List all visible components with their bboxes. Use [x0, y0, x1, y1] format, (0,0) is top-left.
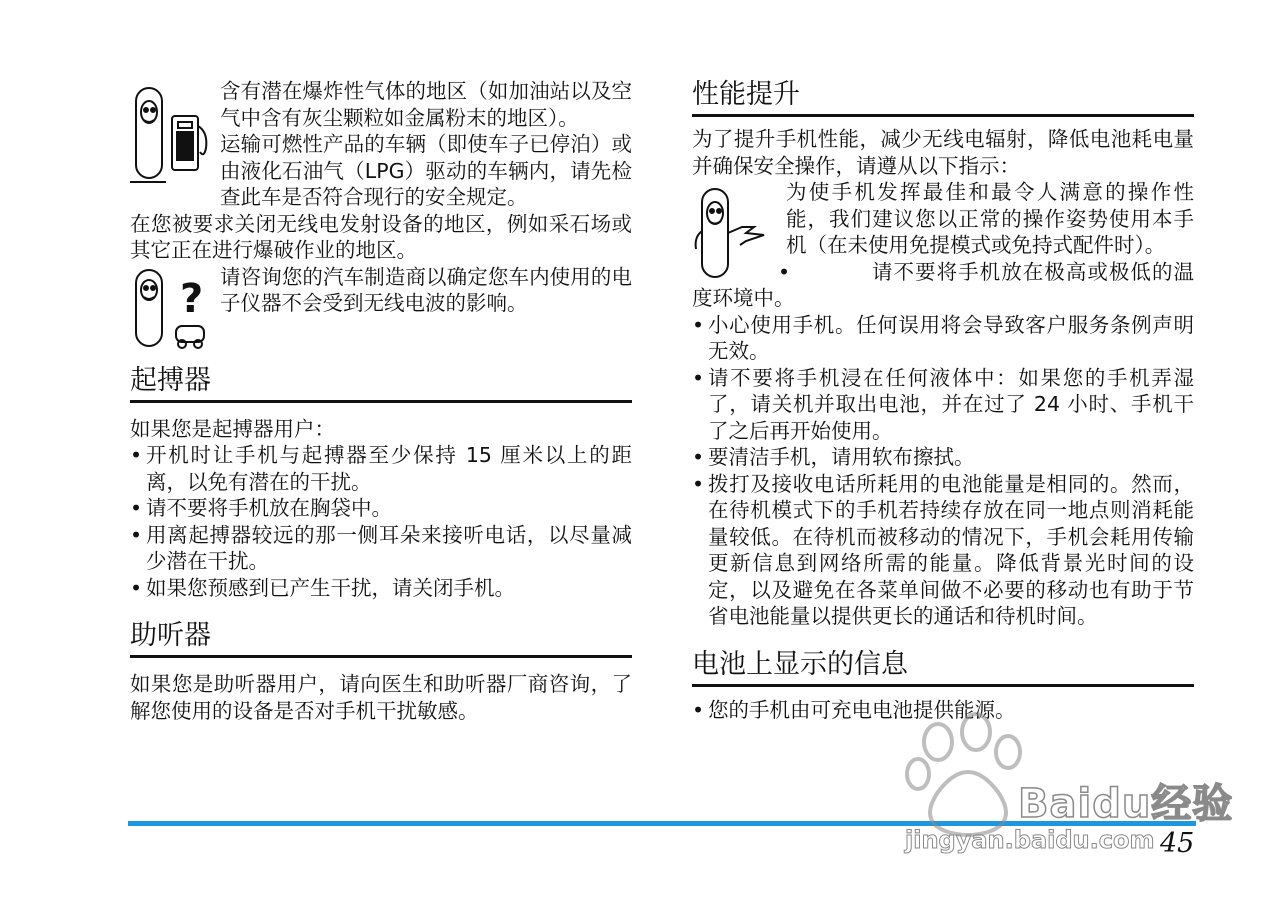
phone-gas-pump-icon [130, 82, 210, 186]
list-item: • 拨打及接收电话所耗用的电池能量是相同的。然而，在待机模式下的手机若持续存放在同一地点则消耗能量较低。在待机而被移动的情况下，手机会耗用传输更新信息到网络所需的能量。降低背景光时间的设定，以及避免在各菜单间做不必要的移动也有助于节省电池能量以提供更长的通话和待机时间。 [692, 471, 1194, 630]
performance-heading: 性能提升 [692, 78, 1194, 117]
hearing-aid-paragraph: 如果您是助听器用户，请向医生和助听器厂商咨询，了解您使用的设备是否对手机干扰敏感。 [130, 672, 632, 723]
list-item: • 如果您预感到已产生干扰，请关闭手机。 [130, 575, 632, 602]
pacemaker-list [130, 442, 632, 601]
hearing-aid-heading: 助听器 [130, 619, 632, 658]
svg-text:?: ? [180, 275, 204, 322]
pacemaker-heading: 起搏器 [130, 364, 632, 403]
right-column [692, 78, 1194, 723]
page-number: 45 [1160, 828, 1195, 859]
battery-heading: 电池上显示的信息 [692, 648, 1194, 687]
watermark-text: Baidu经验 [1018, 781, 1234, 827]
list-item: • 小心使用手机。任何误用将会导致客户服务条例声明无效。 [692, 312, 1194, 365]
explosive-areas-paragraph: 含有潜在爆炸性气体的地区（如加油站以及空气中含有灰尘颗粒如金属粉末的地区）。 [220, 79, 632, 130]
posture-paragraph: 为使手机发挥最佳和最令人满意的操作性能，我们建议您以正常的操作姿势使用本手机（在未使用免提模式或免持式配件时）。 [786, 180, 1194, 257]
performance-list [692, 259, 1194, 630]
pacemaker-intro: 如果您是起搏器用户： [130, 416, 335, 441]
list-item: • 您的手机由可充电电池提供能源。 [692, 697, 1194, 724]
watermark-url: jingyan.baidu.com [905, 826, 1155, 854]
blasting-areas-paragraph: 在您被要求关闭无线电发射设备的地区，例如采石场或其它正在进行爆破作业的地区。 [130, 211, 632, 262]
list-item-first [692, 259, 1194, 312]
list-item: • 要清洁手机，请用软布擦拭。 [692, 444, 1194, 471]
list-item: • 请不要将手机浸在任何液体中：如果您的手机弄湿了，请关机并取出电池，并在过了 24 小时、手机干了之后再开始使用。 [692, 365, 1194, 445]
list-item: • 开机时让手机与起搏器至少保持 15 厘米以上的距离，以免有潜在的干扰。 [130, 442, 632, 495]
list-item: • 请不要将手机放在胸袋中。 [130, 495, 632, 522]
list-item: • 用离起搏器较远的那一侧耳朵来接听电话，以尽量减少潜在干扰。 [130, 522, 632, 575]
car-maker-paragraph: 请咨询您的汽车制造商以确定您车内使用的电子仪器不会受到无线电波的影响。 [220, 264, 632, 315]
performance-intro: 为了提升手机性能，减少无线电辐射，降低电池耗电量并确保安全操作，请遵从以下指示： [692, 127, 1194, 178]
list-item-text: 请不要将手机放在极高或极低的温度环境中。 [692, 259, 1194, 310]
vehicle-paragraph: 运输可燃性产品的车辆（即使车子已停泊）或由液化石油气（LPG）驱动的车辆内，请先检查此车是否符合现行的安全规定。 [220, 132, 632, 209]
phone-question-car-icon [130, 266, 210, 350]
left-column [130, 78, 632, 724]
